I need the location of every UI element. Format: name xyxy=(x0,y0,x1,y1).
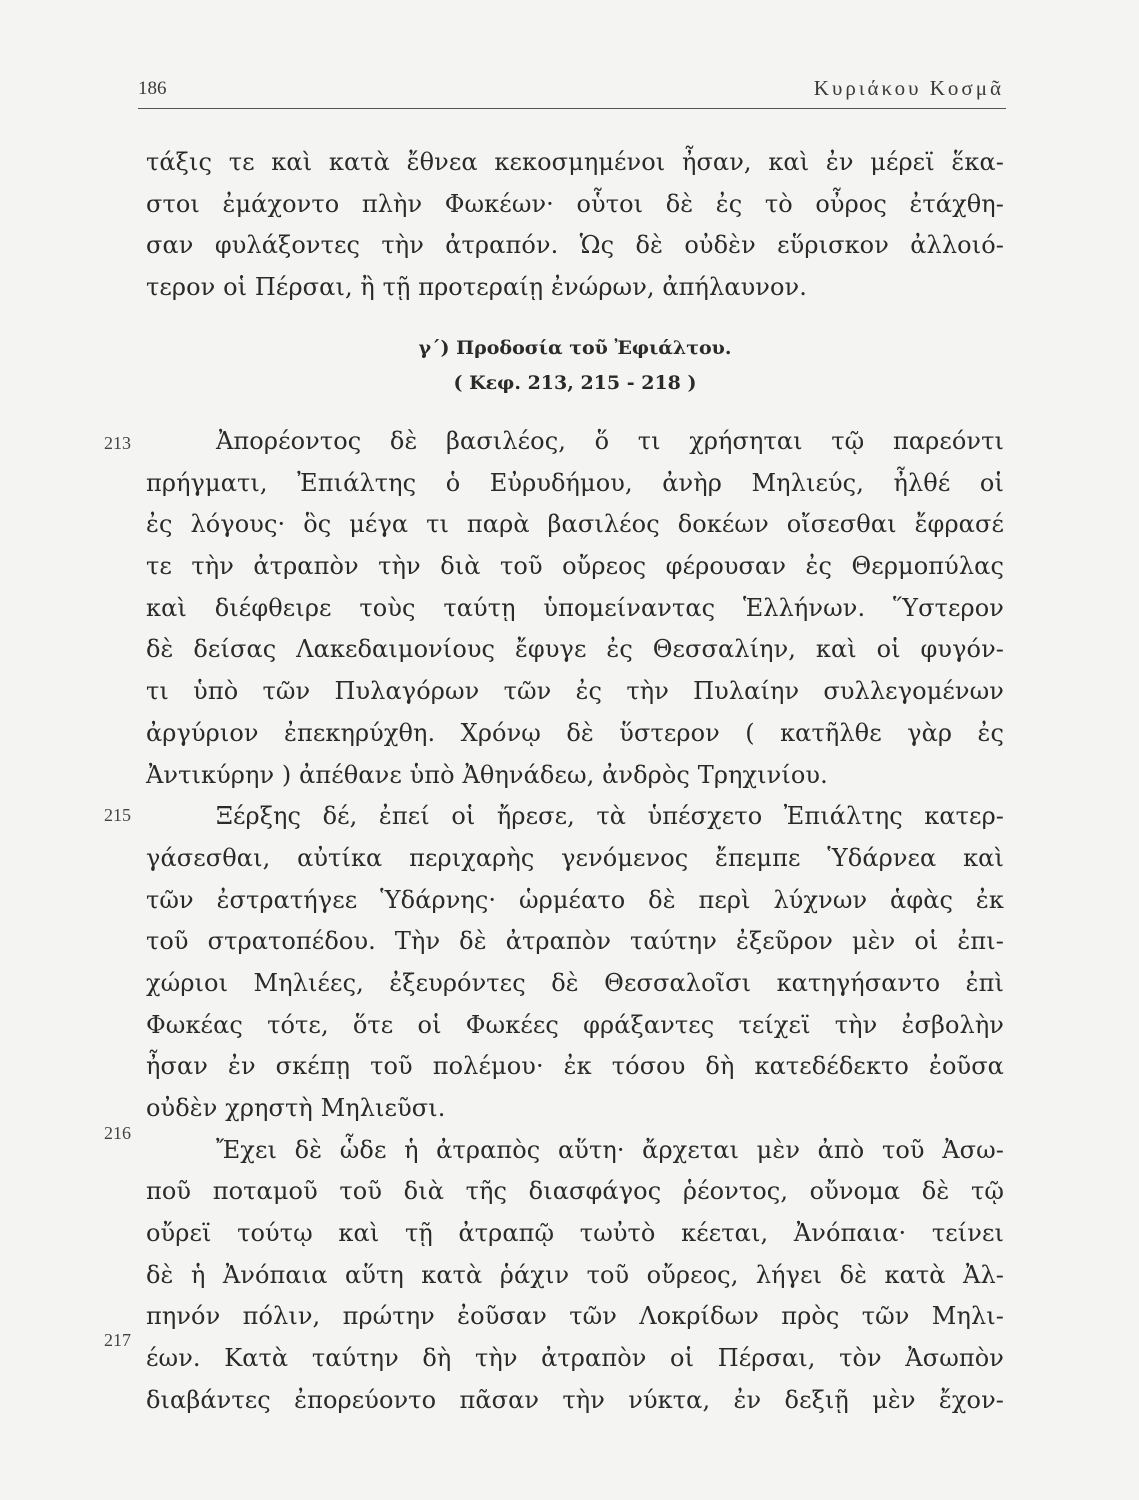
text-line: στοι ἐμάχοντο πλὴν Φωκέων· οὗτοι δὲ ἐς τὸ οὖρος ἐτάχθη- xyxy=(146,189,1004,218)
text-line: τε τὴν ἀτραπὸν τὴν διὰ τοῦ οὔρεος φέρουσαν ἐς Θερμοπύλας xyxy=(146,552,1004,581)
text-line: ἐς λόγους· ὃς μέγα τι παρὰ βασιλέος δοκέων οἴσεσθαι ἔφρασέ xyxy=(146,510,1004,539)
text-line: τερον οἱ Πέρσαι, ἢ τῇ προτεραίῃ ἐνώρων, ἀπήλαυνον. xyxy=(146,273,807,302)
text-line: έων. Κατὰ ταύτην δὴ τὴν ἀτραπὸν οἱ Πέρσαι, τὸν Ἀσωπὸν xyxy=(146,1344,1004,1373)
text-line: ἀργύριον ἐπεκηρύχθη. Χρόνῳ δὲ ὕστερον ( κατῆλθε γὰρ ἐς xyxy=(146,718,1004,747)
text-line: τοῦ στρατοπέδου. Τὴν δὲ ἀτραπὸν ταύτην ἐξεῦρον μὲν οἱ ἐπι- xyxy=(146,927,1004,956)
header-rule xyxy=(138,108,1006,109)
text-line: τάξις τε καὶ κατὰ ἔθνεα κεκοσμημένοι ἦσαν, καὶ ἐν μέρεϊ ἕκα- xyxy=(146,148,1004,176)
text-line: Ἔχει δὲ ὧδε ἡ ἀτραπὸς αὕτη· ἄρχεται μὲν ἀπὸ τοῦ Ἀσω- xyxy=(216,1135,1004,1164)
text-line: ποῦ ποταμοῦ τοῦ διὰ τῆς διασφάγος ῥέοντος, οὔνομα δὲ τῷ xyxy=(146,1177,1004,1206)
margin-chapter-number: 213 xyxy=(104,433,131,453)
text-line: δὲ δείσας Λακεδαιμονίους ἔφυγε ἐς Θεσσαλίην, καὶ οἱ φυγόν- xyxy=(146,635,1004,664)
text-line: οὐδὲν χρηστὴ Μηλιεῦσι. xyxy=(146,1094,446,1122)
text-line: Ἀπορέοντος δὲ βασιλέος, ὅ τι χρήσηται τῷ παρεόντι xyxy=(216,427,1004,455)
text-line: σαν φυλάξοντες τὴν ἀτραπόν. Ὡς δὲ οὐδὲν εὕρισκον ἀλλοιό- xyxy=(146,231,1004,260)
text-line: καὶ διέφθειρε τοὺς ταύτῃ ὑπομείναντας Ἑλλήνων. Ὕστερον xyxy=(146,593,1004,622)
text-line: δὲ ἡ Ἀνόπαια αὕτη κατὰ ῥάχιν τοῦ οὔρεος, λήγει δὲ κατὰ Ἀλ- xyxy=(146,1260,1004,1289)
text-line: διαβάντες ἐπορεύοντο πᾶσαν τὴν νύκτα, ἐν δεξιῇ μὲν ἔχον- xyxy=(146,1385,1004,1414)
section-reference: ( Κεφ. 213, 215 - 218 ) xyxy=(453,372,697,394)
running-title: Κυριάκου Κοσμᾶ xyxy=(813,76,1004,100)
text-line: πηνόν πόλιν, πρώτην ἐοῦσαν τῶν Λοκρίδων πρὸς τῶν Μηλι- xyxy=(146,1302,1004,1331)
text-line: τῶν ἐστρατήγεε Ὑδάρνης· ὡρμέατο δὲ περὶ λύχνων ἁφὰς ἐκ xyxy=(146,885,1004,914)
margin-chapter-number: 216 xyxy=(104,1123,131,1143)
text-line: Ἀντικύρην ) ἀπέθανε ὑπὸ Ἀθηνάδεω, ἀνδρὸς Τρηχινίου. xyxy=(146,760,828,789)
running-header xyxy=(138,72,1004,104)
margin-chapter-number: 217 xyxy=(104,1330,131,1350)
text-line: Ξέρξης δέ, ἐπεί οἱ ἤρεσε, τὰ ὑπέσχετο Ἐπιάλτης κατερ- xyxy=(216,802,1004,831)
section-heading: γ΄) Προδοσία τοῦ Ἐφιάλτου. xyxy=(418,337,732,359)
text-line: ἦσαν ἐν σκέπῃ τοῦ πολέμου· ἐκ τόσου δὴ κατεδέδεκτο ἐοῦσα xyxy=(146,1052,1004,1081)
page-number: 186 xyxy=(138,78,167,99)
text-line: πρήγματι, Ἐπιάλτης ὁ Εὐρυδήμου, ἀνὴρ Μηλιεύς, ἦλθέ οἱ xyxy=(146,468,1004,497)
text-line: οὔρεϊ τούτῳ καὶ τῇ ἀτραπῷ τωὐτὸ κέεται, Ἀνόπαια· τείνει xyxy=(146,1219,1004,1248)
margin-chapter-number: 215 xyxy=(104,805,131,825)
text-line: τι ὑπὸ τῶν Πυλαγόρων τῶν ἐς τὴν Πυλαίην συλλεγομένων xyxy=(146,677,1004,706)
text-line: χώριοι Μηλιέες, ἐξευρόντες δὲ Θεσσαλοῖσι κατηγήσαντο ἐπὶ xyxy=(146,968,1004,997)
text-line: Φωκέας τότε, ὅτε οἱ Φωκέες φράξαντες τείχεϊ τὴν ἐσβολὴν xyxy=(146,1010,1004,1039)
text-line: γάσεσθαι, αὐτίκα περιχαρὴς γενόμενος ἔπεμπε Ὑδάρνεα καὶ xyxy=(146,843,1004,872)
main-text xyxy=(146,421,1004,1422)
continuation-paragraph xyxy=(146,142,1004,309)
